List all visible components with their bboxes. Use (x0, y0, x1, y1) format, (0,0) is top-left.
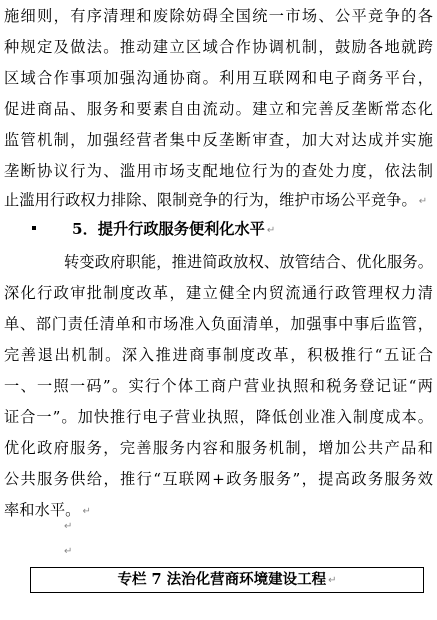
paragraph-2-line-7: 优化政府服务，完善服务内容和服务机制，增加公共产品和 (4, 439, 435, 457)
list-bullet-icon (32, 226, 36, 230)
box-title: 专栏 7 法治化营商环境建设工程 ↵ (30, 567, 424, 593)
paragraph-2-line-5: 一、一照一码”。实行个体工商户营业执照和税务登记证“两 (4, 377, 435, 395)
paragraph-1-line-2: 种规定及做法。推动建立区域合作协调机制，鼓励各地就跨 (4, 38, 435, 56)
paragraph-2-line-1: 转变政府职能，推进简政放权、放管结合、优化服务。 (64, 253, 434, 271)
paragraph-1-line-4: 促进商品、服务和要素自由流动。建立和完善反垄断常态化 (4, 100, 435, 118)
paragraph-2-line-9: 率和水平。 ↵ (4, 501, 91, 519)
paragraph-1-line-1: 施细则，有序清理和废除妨碍全国统一市场、公平竞争的各 (4, 7, 435, 25)
paragraph-mark-icon: ↵ (266, 225, 276, 236)
paragraph-1-line-7: 止滥用行政权力排除、限制竞争的行为，维护市场公平竞争。 ↵ (4, 191, 428, 209)
paragraph-mark-icon: ↵ (328, 575, 337, 586)
paragraph-2-line-2: 深化行政审批制度改革，建立健全内贸流通行政管理权力清 (4, 284, 435, 302)
paragraph-2-line-8: 公共服务供给，推行“互联网+政务服务”，提高政务服务效 (4, 470, 435, 488)
paragraph-1-line-6: 垄断协议行为、滥用市场支配地位行为的查处力度，依法制 (4, 162, 435, 180)
paragraph-1-line-5: 监管机制，加强经营者集中反垄断审查，加大对达成并实施 (4, 131, 435, 149)
paragraph-mark-icon: ↵ (418, 196, 428, 207)
paragraph-mark-icon: ↵ (82, 506, 91, 517)
paragraph-2-line-3: 单、部门责任清单和市场准入负面清单，加强事中事后监管， (4, 315, 434, 333)
paragraph-1-line-3: 区域合作事项加强沟通协商。利用互联网和电子商务平台， (4, 69, 435, 87)
paragraph-2-line-6: 证合一”。加快推行电子营业执照，降低创业准入制度成本。 (4, 408, 434, 426)
paragraph-mark-icon: ↵ (64, 521, 73, 532)
section-heading: 5．提升行政服务便利化水平 ↵ (72, 220, 276, 238)
paragraph-mark-icon: ↵ (64, 546, 73, 557)
paragraph-2-line-4: 完善退出机制。深入推进商事制度改革，积极推行“五证合 (4, 346, 435, 364)
